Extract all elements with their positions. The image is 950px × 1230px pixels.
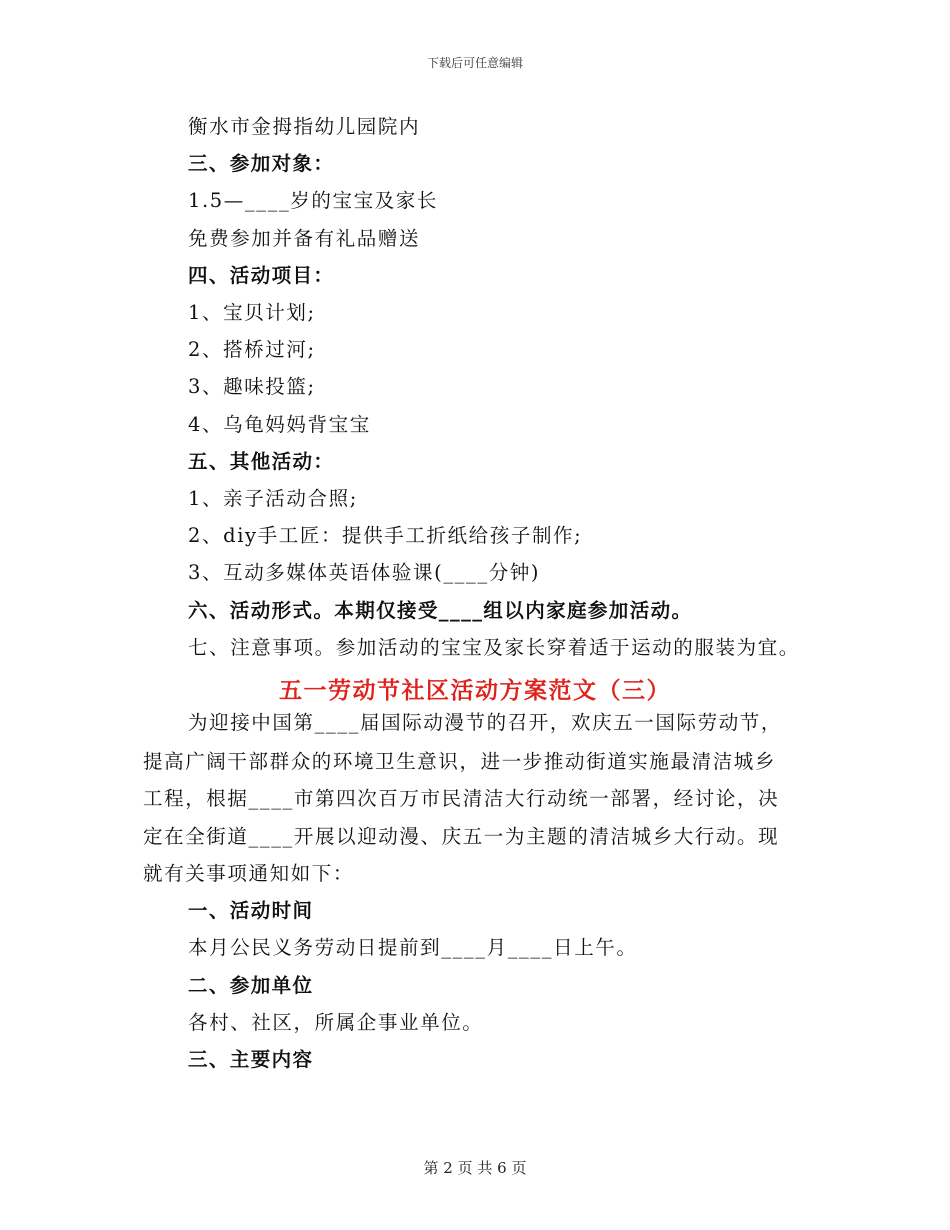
page-header: 下载后可任意编辑 bbox=[426, 56, 523, 70]
body-line: 七、注意事项。参加活动的宝宝及家长穿着适于运动的服装为宜。 bbox=[188, 635, 800, 659]
body-line: 2、搭桥过河; bbox=[188, 338, 316, 362]
body-line: 2、diy手工匠：提供手工折纸给孩子制作; bbox=[188, 524, 583, 548]
paragraph-line: 就有关事项通知如下： bbox=[143, 862, 355, 885]
body-line: 各村、社区，所属企事业单位。 bbox=[188, 1010, 484, 1034]
paragraph-line: 提高广阔干部群众的环境卫生意识，进一步推动街道实施最清洁城乡 bbox=[143, 750, 777, 773]
section-heading: 三、主要内容 bbox=[188, 1048, 314, 1072]
body-line: 1.5—____岁的宝宝及家长 bbox=[188, 189, 439, 213]
paragraph-line: 工程，根据____市第四次百万市民清洁大行动统一部署，经讨论，决 bbox=[143, 787, 780, 810]
body-line: 免费参加并备有礼品赠送 bbox=[188, 226, 421, 250]
section-heading: 三、参加对象： bbox=[188, 152, 335, 176]
paragraph-line: 定在全街道____开展以迎动漫、庆五一为主题的清洁城乡大行动。现 bbox=[143, 825, 780, 848]
section-title: 五一劳动节社区活动方案范文（三） bbox=[279, 678, 671, 704]
body-line: 1、宝贝计划; bbox=[188, 301, 316, 324]
section-heading: 六、活动形式。本期仅接受____组以内家庭参加活动。 bbox=[188, 598, 693, 622]
section-heading: 五、其他活动： bbox=[188, 449, 335, 473]
body-line: 3、趣味投篮; bbox=[188, 375, 316, 399]
page-footer: 第 2 页 共 6 页 bbox=[423, 1159, 527, 1177]
section-heading: 一、活动时间 bbox=[188, 899, 314, 922]
body-line: 本月公民义务劳动日提前到____月____日上午。 bbox=[188, 936, 638, 960]
body-line: 3、互动多媒体英语体验课(____分钟) bbox=[188, 561, 541, 585]
paragraph-line: 为迎接中国第____届国际动漫节的召开，欢庆五一国际劳动节， bbox=[188, 711, 783, 734]
body-line: 4、乌龟妈妈背宝宝 bbox=[188, 412, 371, 436]
section-heading: 四、活动项目： bbox=[188, 263, 335, 287]
body-line: 衡水市金拇指幼儿园院内 bbox=[188, 115, 421, 138]
section-heading: 二、参加单位 bbox=[188, 973, 314, 997]
body-line: 1、亲子活动合照; bbox=[188, 487, 358, 510]
